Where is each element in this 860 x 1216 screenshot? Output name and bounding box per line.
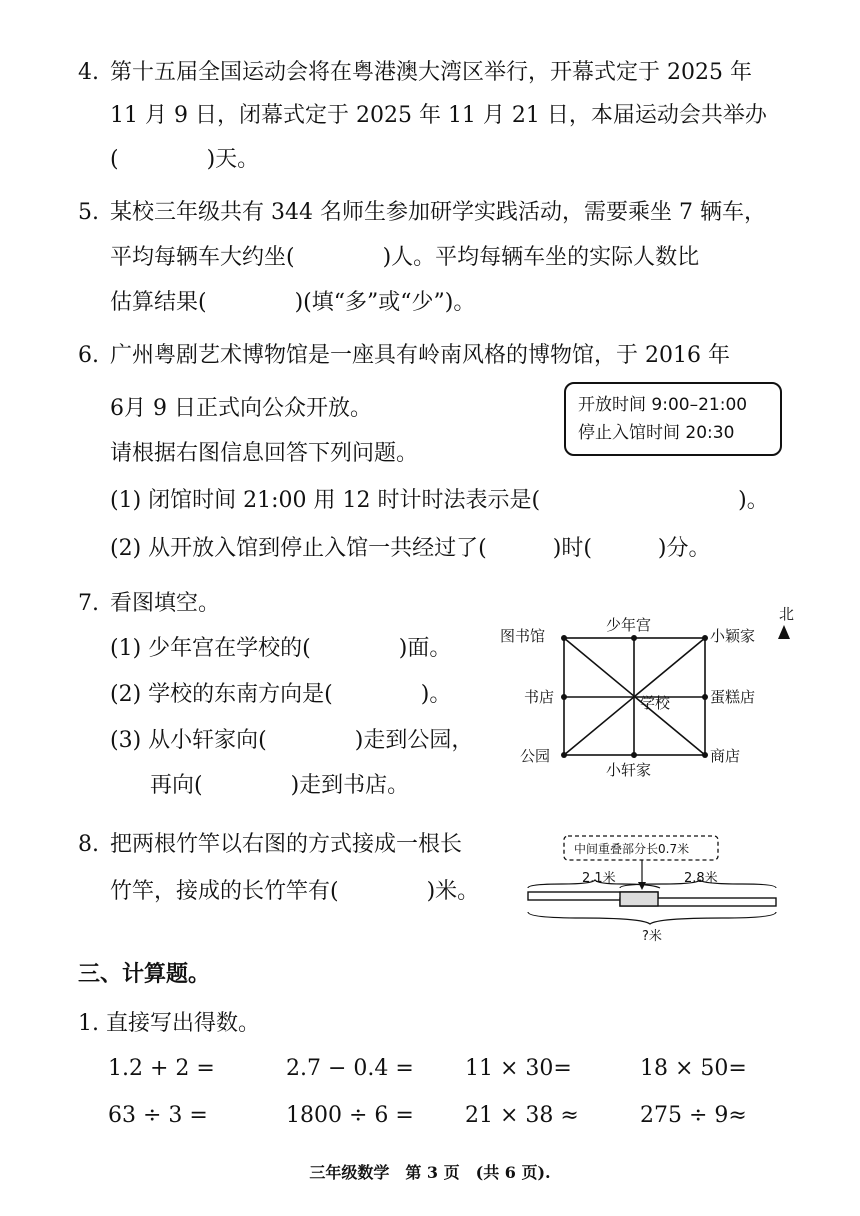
- calc-item: 275 ÷ 9≈: [640, 1103, 747, 1128]
- section3-q1: 1. 直接写出得数。: [78, 1011, 260, 1036]
- q8-line2: 竹竿，接成的长竹竿有( )米。: [110, 879, 480, 904]
- q7-sub2: (2) 学校的东南方向是( )。: [110, 682, 452, 707]
- opening-hours-box: [564, 382, 782, 456]
- calc-item: 11 × 30=: [465, 1056, 572, 1081]
- map-school: 学校: [640, 694, 671, 712]
- q8-line1: 把两根竹竿以右图的方式接成一根长: [110, 832, 463, 857]
- q7-sub1: (1) 少年宫在学校的( )面。: [110, 636, 452, 661]
- map-youth-palace: 少年宫: [606, 616, 652, 634]
- q4-line3: ( )天。: [110, 147, 260, 172]
- calc-item: 1.2 + 2 =: [108, 1056, 215, 1081]
- opening-hours-line: 开放时间 9:00–21:00: [578, 395, 748, 415]
- map-north-label: 北: [779, 605, 795, 623]
- q7-number: 7.: [78, 591, 99, 616]
- calc-item: 1800 ÷ 6 =: [286, 1103, 414, 1128]
- q6-sub2: (2) 从开放入馆到停止入馆一共经过了( )时( )分。: [110, 536, 711, 561]
- q7-title: 看图填空。: [110, 591, 221, 616]
- total-length-label: ?米: [642, 929, 662, 944]
- map-xiaoxuan-home: 小轩家: [606, 761, 652, 779]
- q5-line2: 平均每辆车大约坐( )人。平均每辆车坐的实际人数比: [110, 245, 700, 270]
- calc-item: 21 × 38 ≈: [465, 1103, 579, 1128]
- q5-line1: 某校三年级共有 344 名师生参加研学实践活动，需要乘坐 7 辆车，: [110, 200, 766, 225]
- q7-sub3-continued: 再向( )走到书店。: [150, 773, 410, 798]
- q4-line2: 11 月 9 日，闭幕式定于 2025 年 11 月 21 日，本届运动会共举办: [110, 103, 767, 128]
- q5-number: 5.: [78, 200, 99, 225]
- q4-line1: 第十五届全国运动会将在粤港澳大湾区举行，开幕式定于 2025 年: [110, 60, 752, 85]
- q8-number: 8.: [78, 832, 99, 857]
- last-entry-line: 停止入馆时间 20:30: [578, 423, 735, 443]
- right-pole-length: 2.8米: [684, 871, 718, 886]
- page-footer: 三年级数学 第 3 页 (共 6 页).: [309, 1163, 551, 1182]
- left-pole-length: 2.1米: [582, 871, 616, 886]
- direction-map: [490, 605, 800, 790]
- north-arrow-icon: [778, 625, 790, 639]
- section-title: 三、计算题。: [78, 961, 211, 987]
- q4-number: 4.: [78, 60, 99, 85]
- q7-sub3: (3) 从小轩家向( )走到公园，: [110, 728, 474, 753]
- q6-line1: 广州粤剧艺术博物馆是一座具有岭南风格的博物馆，于 2016 年: [110, 343, 730, 368]
- calc-item: 63 ÷ 3 =: [108, 1103, 208, 1128]
- q6-line3: 请根据右图信息回答下列问题。: [110, 441, 419, 466]
- q6-sub1: (1) 闭馆时间 21:00 用 12 时计时法表示是( )。: [110, 488, 769, 513]
- map-bakery: 蛋糕店: [710, 688, 756, 706]
- q6-number: 6.: [78, 343, 99, 368]
- bamboo-pole-diagram: [522, 832, 792, 947]
- map-bookstore: 书店: [524, 688, 555, 706]
- overlap-label: 中间重叠部分长0.7米: [574, 842, 690, 856]
- map-park: 公园: [520, 747, 551, 765]
- map-xiaoying-home: 小颖家: [710, 627, 756, 645]
- calc-item: 18 × 50=: [640, 1056, 747, 1081]
- map-library: 图书馆: [500, 627, 546, 645]
- calc-item: 2.7 − 0.4 =: [286, 1056, 414, 1081]
- q6-line2: 6月 9 日正式向公众开放。: [110, 396, 372, 421]
- map-shop: 商店: [710, 747, 741, 765]
- q5-line3: 估算结果( )(填“多”或“少”)。: [110, 290, 476, 315]
